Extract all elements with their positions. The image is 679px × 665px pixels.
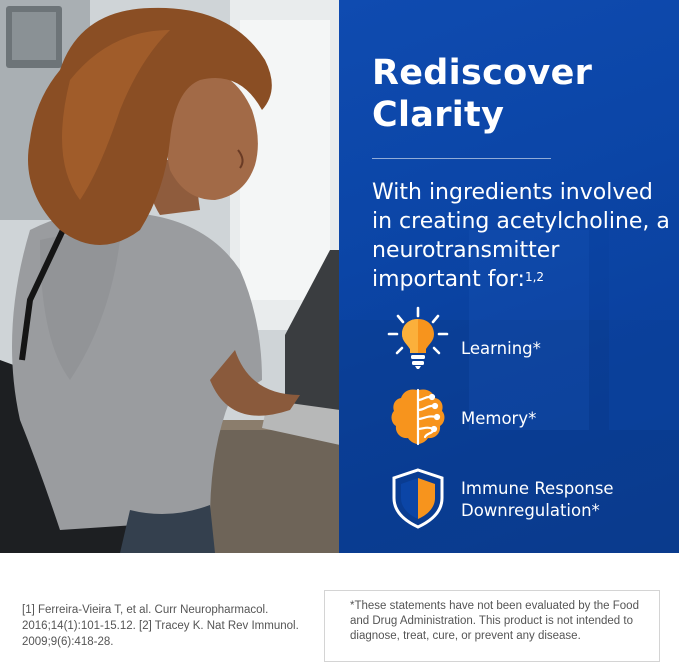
lightbulb-icon	[387, 306, 449, 370]
references-footnote: [1] Ferreira-Vieira T, et al. Curr Neuropharmacol. 2016;14(1):101-15.12. [2] Tracey K. Nat Rev Immunol. 2009;9(6):418-28.	[22, 604, 299, 648]
woman-at-laptop-illustration	[0, 0, 340, 553]
fda-disclaimer-text: *These statements have not been evaluated by the Food and Drug Administration. This product is not intended to diagnose, treat, cure, or prevent any disease.	[350, 600, 639, 642]
brain-icon	[387, 384, 449, 448]
benefit-immune-label-line-2: Downregulation*	[461, 501, 600, 520]
divider	[372, 158, 551, 159]
benefit-learning	[339, 306, 679, 376]
subheadline	[372, 178, 672, 294]
fda-disclaimer-box	[324, 590, 660, 662]
benefit-memory	[339, 384, 679, 454]
benefit-immune-response	[339, 466, 679, 536]
hero-photo	[0, 0, 340, 553]
benefit-learning-label: Learning*	[461, 339, 541, 358]
benefit-immune-label	[461, 478, 661, 522]
benefit-immune-label-line-1: Immune Response	[461, 479, 614, 498]
benefits-panel	[339, 0, 679, 553]
subheadline-text: With ingredients involved in creating acetylcholine, a neurotransmitter important for:	[372, 180, 670, 292]
headline-line-1: Rediscover	[372, 53, 593, 93]
shield-icon	[387, 466, 449, 530]
headline-line-2: Clarity	[372, 95, 505, 135]
benefit-memory-label: Memory*	[461, 409, 537, 428]
citation-superscript: 1,2	[524, 270, 545, 284]
headline	[372, 52, 662, 136]
